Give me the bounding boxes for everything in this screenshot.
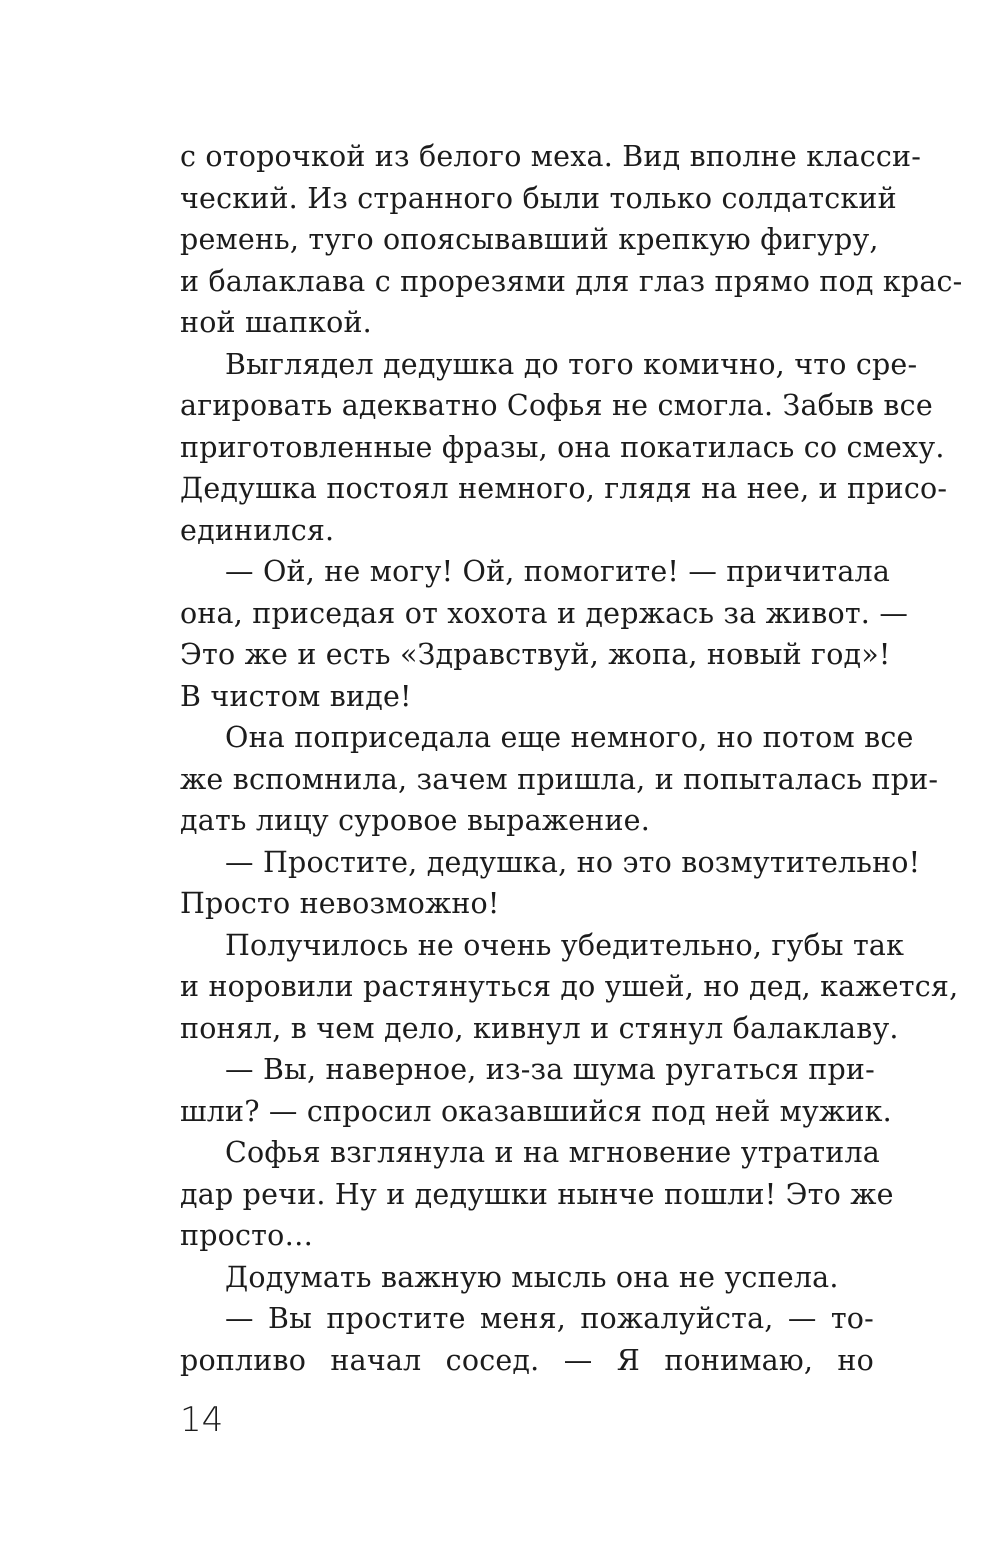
body-text: [180, 136, 963, 1381]
text-line: шли? — спросил оказавшийся под ней мужик.: [180, 1094, 892, 1128]
text-line: Просто невозможно!: [180, 887, 500, 920]
text-line: ческий. Из странного были только солдатский: [180, 181, 897, 215]
text-line: агировать адекватно Софья не смогла. Забыв все: [180, 389, 933, 422]
text-line: ной шапкой.: [180, 306, 372, 339]
text-line: дать лицу суровое выражение.: [180, 804, 650, 837]
text-line: Она поприседала еще немного, но потом все: [225, 721, 914, 754]
text-line: и балаклава с прорезями для глаз прямо под крас-: [180, 264, 963, 298]
text-line: приготовленные фразы, она покатилась со смеху.: [180, 430, 945, 464]
text-line: с оторочкой из белого меха. Вид вполне класси-: [180, 140, 922, 173]
text-line: же вспомнила, зачем пришла, и попыталась при-: [180, 762, 939, 796]
page-number: 14: [180, 1400, 224, 1440]
text-line: Софья взглянула и на мгновение утратила: [225, 1136, 880, 1169]
text-line: Дедушка постоял немного, глядя на нее, и присо-: [180, 472, 948, 505]
text-line: она, приседая от хохота и держась за живот. —: [180, 596, 909, 630]
text-line: понял, в чем дело, кивнул и стянул балаклаву.: [180, 1011, 899, 1045]
text-line: ропливо начал сосед. — Я понимаю, но: [180, 1343, 874, 1377]
text-line: Это же и есть «Здравствуй, жопа, новый год»!: [180, 638, 891, 671]
text-line: просто…: [180, 1219, 314, 1252]
text-line: — Вы простите меня, пожалуйста, — то-: [225, 1302, 874, 1335]
text-line: — Ой, не могу! Ой, помогите! — причитала: [225, 555, 891, 588]
text-line: — Простите, дедушка, но это возмутительно!: [225, 845, 921, 879]
text-line: единился.: [180, 513, 335, 547]
text-line: — Вы, наверное, из-за шума ругаться при-: [225, 1053, 875, 1086]
text-line: ремень, туго опоясывавший крепкую фигуру,: [180, 223, 879, 256]
text-line: Выглядел дедушка до того комично, что сре-: [225, 347, 918, 381]
text-line: и норовили растянуться до ушей, но дед, кажется,: [180, 970, 959, 1003]
text-line: Додумать важную мысль она не успела.: [225, 1260, 839, 1294]
text-line: Получилось не очень убедительно, губы так: [225, 928, 905, 962]
text-line: В чистом виде!: [180, 679, 412, 713]
text-line: дар речи. Ну и дедушки нынче пошли! Это же: [180, 1177, 894, 1211]
